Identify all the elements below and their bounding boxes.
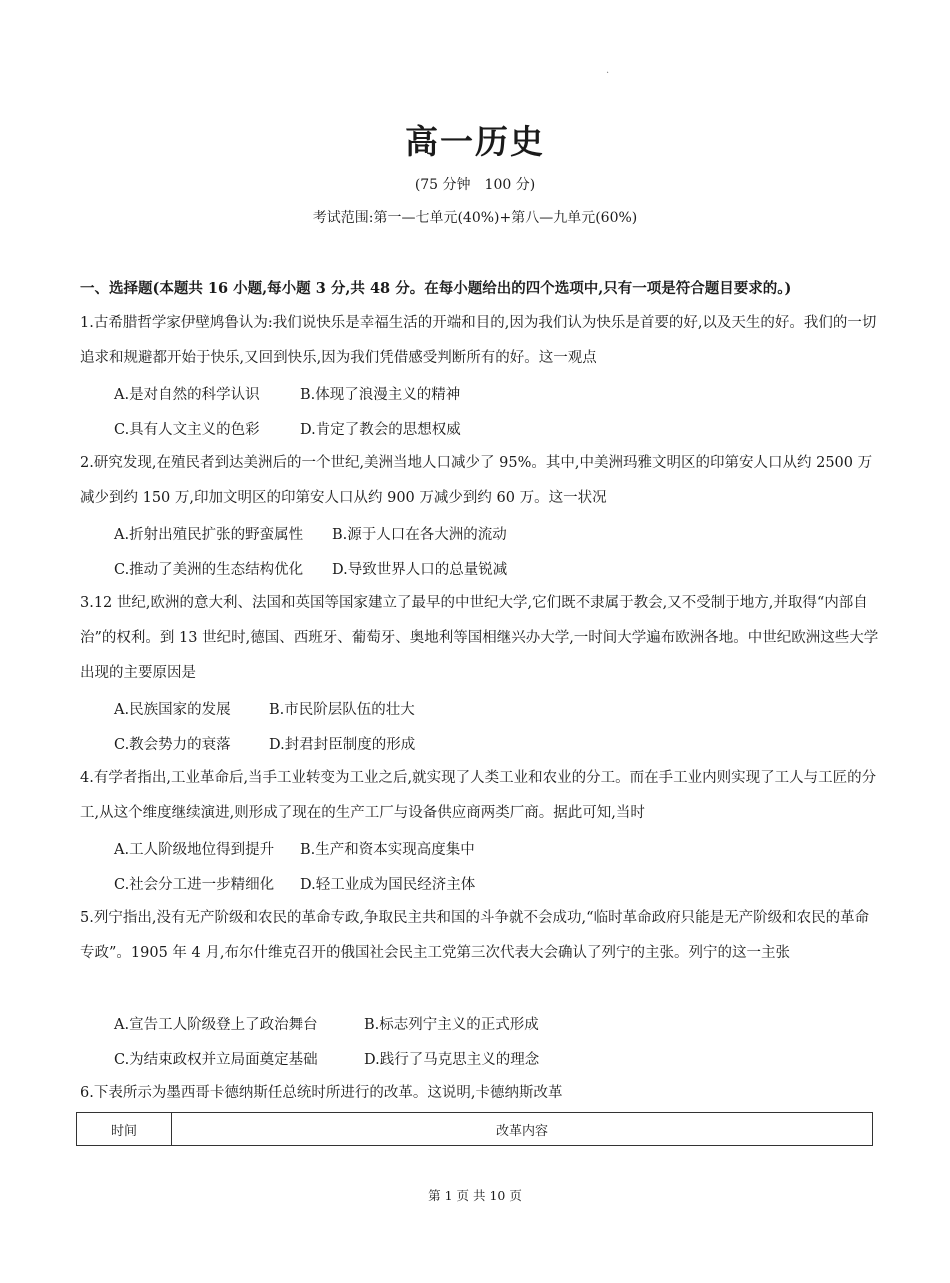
- question-3-option-c: C.教会势力的衰落: [114, 737, 231, 753]
- question-1-stem: 1.古希腊哲学家伊壁鸠鲁认为:我们说快乐是幸福生活的开端和目的,因为我们认为快乐是首要的好,以及天生的好。我们的一切追求和规避都开始于快乐,又回到快乐,因为我们凭借感受判断所有的好。这一观点: [80, 315, 877, 366]
- table-header-reform-content: 改革内容: [495, 1123, 548, 1139]
- question-4-option-b: B.生产和资本实现高度集中: [300, 842, 475, 858]
- question-6-stem: 6.下表所示为墨西哥卡德纳斯任总统时所进行的改革。这说明,卡德纳斯改革: [80, 1085, 563, 1101]
- top-mark: ·: [606, 68, 610, 79]
- question-2-option-c: C.推动了美洲的生态结构优化: [114, 562, 304, 578]
- question-4-option-c: C.社会分工进一步精细化: [114, 877, 275, 893]
- question-4-option-d: D.轻工业成为国民经济主体: [300, 877, 476, 893]
- page-footer: 第 1 页 共 10 页: [428, 1188, 522, 1203]
- question-5-option-d: D.践行了马克思主义的理念: [364, 1052, 540, 1068]
- question-4-stem: 4.有学者指出,工业革命后,当手工业转变为工业之后,就实现了人类工业和农业的分工。而在手工业内则实现了工人与工匠的分工,从这个维度继续演进,则形成了现在的生产工厂与设备供应商两类厂商。据此可知,当时: [80, 770, 877, 821]
- question-1-option-a: A.是对自然的科学认识: [114, 387, 260, 403]
- question-5-option-c: C.为结束政权并立局面奠定基础: [114, 1052, 318, 1068]
- section-heading: 一、选择题(本题共 16 小题,每小题 3 分,共 48 分。在每小题给出的四个选项中,只有一项是符合题目要求的。): [80, 280, 792, 297]
- question-5-option-b: B.标志列宁主义的正式形成: [364, 1017, 539, 1033]
- question-3-stem: 3.12 世纪,欧洲的意大利、法国和英国等国家建立了最早的中世纪大学,它们既不隶属于教会,又不受制于地方,并取得“内部自治”的权利。到 13 世纪时,德国、西班牙、葡萄牙、奥地利等国相继兴办大学,一时间大学遍布欧洲各地。中世纪欧洲这些大学出现的主要原因是: [80, 595, 879, 681]
- question-4-option-a: A.工人阶级地位得到提升: [114, 842, 275, 858]
- table-header-time: 时间: [77, 1113, 172, 1145]
- question-2-option-b: B.源于人口在各大洲的流动: [332, 527, 507, 543]
- question-2-option-d: D.导致世界人口的总量锐减: [332, 562, 508, 578]
- question-1-option-c: C.具有人文主义的色彩: [114, 422, 260, 438]
- question-1-option-b: B.体现了浪漫主义的精神: [300, 387, 461, 403]
- reform-table: [76, 1112, 873, 1146]
- question-1-option-d: D.肯定了教会的思想权威: [300, 422, 461, 438]
- exam-range: 考试范围:第一—七单元(40%)+第八—九单元(60%): [312, 210, 638, 226]
- question-5-stem: 5.列宁指出,没有无产阶级和农民的革命专政,争取民主共和国的斗争就不会成功,“临时革命政府只能是无产阶级和农民的革命专政”。1905 年 4 月,布尔什维克召开的俄国社会民主工党第三次代表大会确认了列宁的主张。列宁的这一主张: [80, 910, 870, 961]
- page-title: 高一历史: [405, 122, 545, 161]
- question-2-stem: 2.研究发现,在殖民者到达美洲后的一个世纪,美洲当地人口减少了 95%。其中,中美洲玛雅文明区的印第安人口从约 2500 万减少到约 150 万,印加文明区的印第安人口从约 900 万减少到约 60 万。这一状况: [80, 455, 873, 506]
- question-3-option-b: B.市民阶层队伍的壮大: [269, 702, 415, 718]
- question-5-option-a: A.宣告工人阶级登上了政治舞台: [114, 1017, 318, 1033]
- question-3-option-d: D.封君封臣制度的形成: [269, 737, 416, 753]
- exam-duration-score: (75 分钟 100 分): [414, 177, 536, 193]
- question-2-option-a: A.折射出殖民扩张的野蛮属性: [114, 527, 304, 543]
- question-3-option-a: A.民族国家的发展: [114, 702, 231, 718]
